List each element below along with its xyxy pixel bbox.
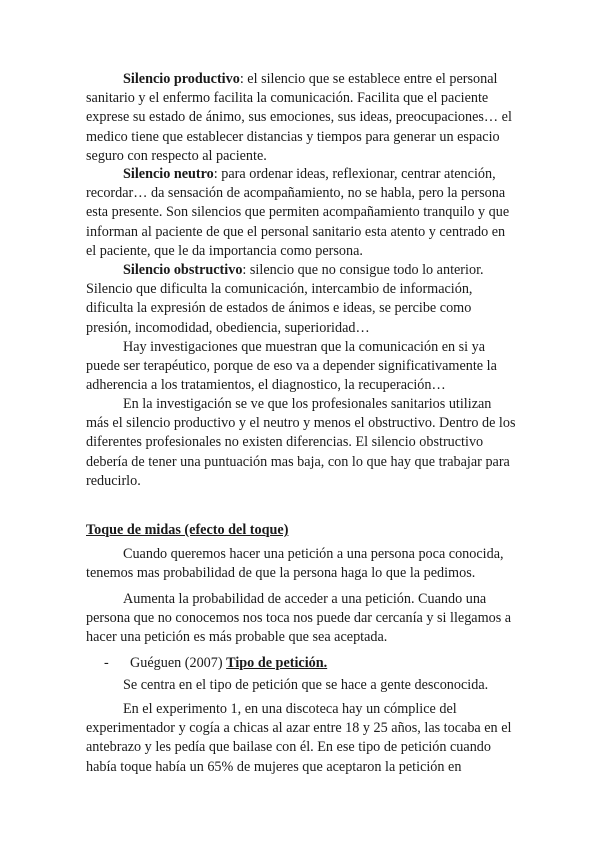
paragraph-text: : silencio que no consigue todo lo anterior. Silencio que dificulta la comunicación, intercambio de información, dificulta la expresión de estados de ánimos e ideas, se percibe como presión, incomodidad, obediencia, superioridad… [86, 262, 484, 336]
paragraph-text: : el silencio que se establece entre el personal sanitario y el enfermo facilita la comunicación. Facilita que el paciente exprese su estado de ánimo, sus emociones, sus ideas, preocupaciones… el medico tiene que establecer distancias y tiempos para generar un espacio seguro con respecto al paciente. [86, 71, 512, 164]
paragraph-silencio-neutro [86, 165, 516, 261]
paragraph-text: Hay investigaciones que muestran que la comunicación en si ya puede ser terapéutico, porque de eso va a depender significativamente la adherencia a los tratamientos, el diagnostico, la recuperación… [86, 339, 497, 394]
paragraph-silencio-productivo [86, 70, 516, 166]
list-author: Guéguen (2007) [130, 655, 223, 671]
term-silencio-neutro: Silencio neutro [123, 166, 214, 182]
paragraph-silencio-obstructivo [86, 261, 516, 338]
list-title: Tipo de petición. [226, 655, 328, 671]
paragraph-text: : para ordenar ideas, reflexionar, centrar atención, recordar… da sensación de acompañamiento, no se habla, pero la persona esta presente. Son silencios que permiten acompañamiento tranquilo y que informan al paciente de que el personal sanitario esta atento y centrado en el paciente, que le da importancia como persona. [86, 166, 510, 259]
paragraph-investigaciones [86, 338, 516, 396]
list-bullet: - [104, 655, 109, 671]
paragraph-text: Cuando queremos hacer una petición a una persona poca conocida, tenemos mas probabilidad de que la persona haga lo que la pedimos. [86, 546, 504, 582]
paragraph-experimento [86, 700, 516, 777]
list-item [104, 654, 327, 673]
paragraph-text: Aumenta la probabilidad de acceder a una petición. Cuando una persona que no conocemos nos toca nos puede dar cercanía y si llegamos a hacer una petición es más probable que sea aceptada. [86, 591, 512, 646]
term-silencio-obstructivo: Silencio obstructivo [123, 262, 243, 278]
section-heading: Toque de midas (efecto del toque) [86, 522, 289, 538]
paragraph-investigacion-profesionales [86, 395, 516, 491]
paragraph-text: En la investigación se ve que los profesionales sanitarios utilizan más el silencio productivo y el neutro y menos el obstructivo. Dentro de los diferentes profesionales no existen diferencias. El silencio obstructivo debería de tener una puntuación mas baja, con lo que hay que trabajar para reducirlo. [86, 396, 516, 489]
paragraph-peticion [86, 545, 516, 583]
term-silencio-productivo: Silencio productivo [123, 71, 240, 87]
paragraph-tipo-peticion [86, 676, 516, 695]
paragraph-text: Se centra en el tipo de petición que se hace a gente desconocida. [123, 677, 489, 693]
paragraph-text: En el experimento 1, en una discoteca hay un cómplice del experimentador y cogía a chicas al azar entre 18 y 25 años, las tocaba en el antebrazo y les pedía que bailase con él. En ese tipo de petición cuando había toque había un 65% de mujeres que aceptaron la petición en [86, 701, 512, 775]
paragraph-probabilidad [86, 590, 516, 648]
